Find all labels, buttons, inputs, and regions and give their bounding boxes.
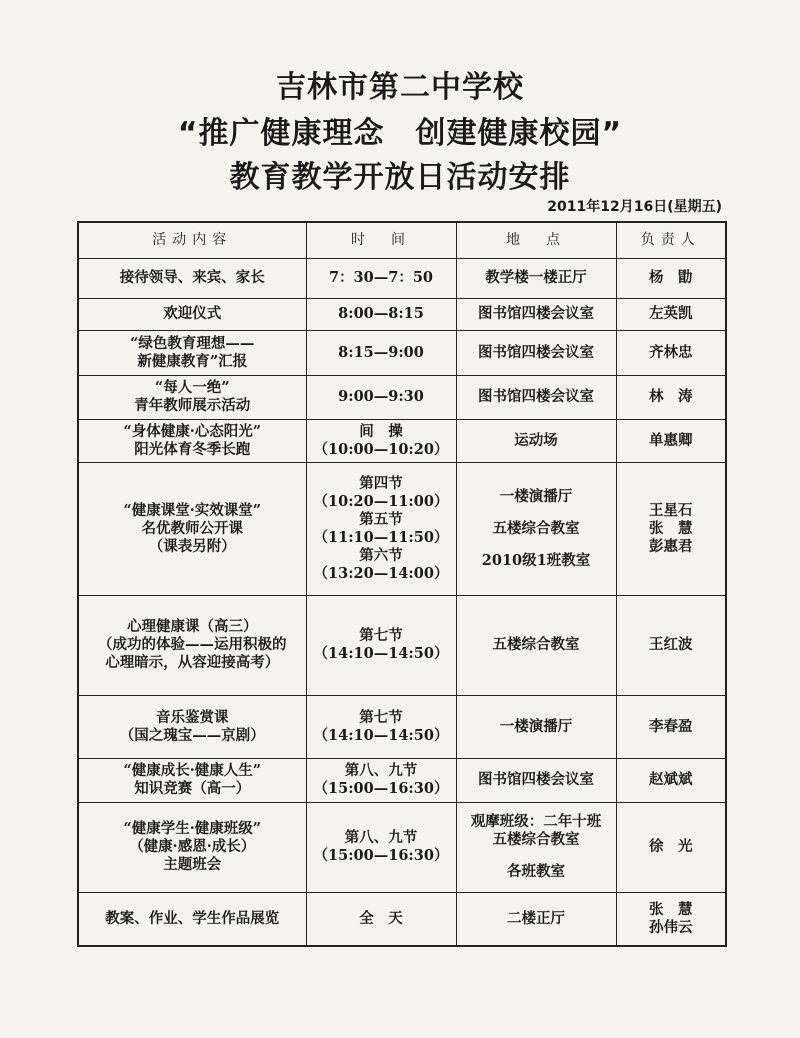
table-row — [78, 758, 726, 802]
cell-place — [456, 695, 616, 758]
content-line: 心理健康课（高三） — [127, 618, 258, 635]
cell-content — [78, 375, 306, 419]
time-line: （14:10—14:50） — [313, 726, 449, 744]
time-line: 全 天 — [359, 909, 403, 927]
cell-place — [456, 330, 616, 375]
schedule-table — [77, 221, 727, 947]
cell-time — [306, 419, 456, 462]
place-line — [461, 849, 612, 863]
time-line: （13:20—14:00） — [313, 564, 449, 582]
owner-line: 王星石 — [649, 501, 693, 519]
time-line: 第七节 — [359, 708, 403, 726]
owner-line: 齐林忠 — [649, 343, 693, 361]
time-line: 8:15—9:00 — [338, 343, 424, 361]
content-line: （成功的体验——运用积极的 — [98, 636, 287, 653]
content-line: 知识竞赛（高一） — [134, 780, 251, 797]
owner-line: 徐 光 — [649, 838, 693, 855]
time-line: 7：30—7：50 — [328, 269, 434, 286]
table-row — [78, 892, 726, 946]
cell-place — [456, 258, 616, 298]
column-header-time: 时 间 — [306, 222, 456, 258]
cell-place — [456, 419, 616, 462]
cell-owner — [616, 802, 726, 892]
time-line: （15:00—16:30） — [313, 847, 449, 864]
owner-line: 张 慧 — [649, 519, 693, 537]
owner-line: 孙伟云 — [649, 918, 693, 936]
time-line: （15:00—16:30） — [313, 780, 449, 797]
cell-place — [456, 298, 616, 330]
content-line: “身体健康·心态阳光” — [123, 422, 262, 440]
content-line: “健康学生·健康班级” — [123, 820, 262, 837]
cell-place — [456, 758, 616, 802]
place-line — [461, 506, 612, 520]
cell-owner — [616, 595, 726, 695]
time-line: （14:10—14:50） — [313, 645, 449, 662]
time-line: 第六节 — [359, 546, 403, 564]
time-line: 第四节 — [359, 474, 403, 492]
place-line: 运动场 — [514, 431, 558, 449]
cell-place — [456, 892, 616, 946]
cell-owner — [616, 892, 726, 946]
content-line: 新健康教育”汇报 — [137, 352, 248, 370]
table-row — [78, 258, 726, 298]
table-row — [78, 330, 726, 375]
content-line: 接待领导、来宾、家长 — [119, 269, 265, 286]
table-row — [78, 595, 726, 695]
column-header-owner: 负责人 — [616, 222, 726, 258]
cell-time — [306, 375, 456, 419]
time-line: 第七节 — [359, 627, 403, 644]
cell-content — [78, 758, 306, 802]
cell-place — [456, 595, 616, 695]
cell-owner — [616, 375, 726, 419]
column-header-place: 地 点 — [456, 222, 616, 258]
place-line: 五楼综合教室 — [492, 831, 580, 848]
cell-content — [78, 298, 306, 330]
cell-time — [306, 258, 456, 298]
place-line: 一楼演播厅 — [499, 717, 573, 735]
time-line: 8:00—8:15 — [338, 305, 424, 322]
owner-line: 王红波 — [649, 636, 693, 653]
document-subtitle: 教育教学开放日活动安排 — [229, 160, 571, 195]
table-row — [78, 375, 726, 419]
content-line: 音乐鉴赏课 — [156, 708, 229, 726]
owner-line: 李春盈 — [649, 717, 693, 735]
slogan: “推广健康理念 创建健康校园” — [177, 116, 623, 151]
content-line: 欢迎仪式 — [163, 305, 222, 322]
place-line — [461, 538, 612, 552]
cell-owner — [616, 330, 726, 375]
cell-place — [456, 462, 616, 595]
cell-content — [78, 695, 306, 758]
content-line: 阳光体育冬季长跑 — [134, 440, 251, 458]
cell-time — [306, 330, 456, 375]
cell-owner — [616, 758, 726, 802]
content-line: “每人一绝” — [154, 379, 230, 396]
content-line: 青年教师展示活动 — [134, 397, 251, 414]
cell-content — [78, 330, 306, 375]
place-line: 二楼正厅 — [507, 909, 565, 927]
owner-line: 单惠卿 — [649, 431, 693, 449]
table-row — [78, 802, 726, 892]
cell-content — [78, 462, 306, 595]
time-line: （10:00—10:20） — [313, 440, 449, 458]
place-line: 各班教室 — [507, 863, 565, 880]
owner-line: 彭惠君 — [649, 537, 693, 555]
cell-time — [306, 595, 456, 695]
schedule-body — [78, 258, 726, 946]
table-row — [78, 298, 726, 330]
time-line: 第八、九节 — [344, 762, 418, 779]
content-line: （课表另附） — [148, 537, 236, 555]
time-line: 间 操 — [359, 422, 403, 440]
table-row — [78, 695, 726, 758]
place-line: 图书馆四楼会议室 — [478, 771, 594, 788]
content-line: “健康成长·健康人生” — [123, 762, 262, 779]
cell-content — [78, 802, 306, 892]
content-line: “健康课堂·实效课堂” — [123, 501, 262, 519]
place-line: 一楼演播厅 — [499, 487, 573, 505]
owner-line: 杨 勖 — [649, 269, 693, 286]
column-header-content: 活动内容 — [78, 222, 306, 258]
cell-time — [306, 758, 456, 802]
place-line: 观摩班级：二年十班 — [470, 813, 602, 830]
table-header-row — [78, 222, 726, 258]
place-line: 五楼综合教室 — [492, 519, 580, 537]
cell-time — [306, 298, 456, 330]
place-line: 五楼综合教室 — [492, 636, 580, 653]
time-line: 9:00—9:30 — [338, 388, 424, 405]
cell-content — [78, 419, 306, 462]
time-line: 第八、九节 — [344, 829, 418, 846]
owner-line: 林 涛 — [649, 388, 693, 405]
cell-owner — [616, 462, 726, 595]
owner-line: 张 慧 — [649, 900, 693, 918]
cell-content — [78, 258, 306, 298]
place-line: 图书馆四楼会议室 — [478, 343, 594, 361]
content-line: （国之瑰宝——京剧） — [119, 726, 265, 744]
cell-owner — [616, 298, 726, 330]
event-date: 2011年12月16日(星期五) — [547, 199, 722, 215]
school-name: 吉林市第二中学校 — [276, 70, 524, 105]
table-row — [78, 419, 726, 462]
content-line: “绿色教育理想—— — [130, 334, 255, 352]
cell-content — [78, 595, 306, 695]
cell-place — [456, 375, 616, 419]
cell-time — [306, 695, 456, 758]
cell-owner — [616, 695, 726, 758]
cell-owner — [616, 419, 726, 462]
owner-line: 左英凯 — [649, 305, 693, 322]
place-line: 2010级1班教室 — [481, 551, 591, 569]
place-line: 图书馆四楼会议室 — [478, 305, 594, 322]
cell-time — [306, 462, 456, 595]
time-line: 第五节 — [359, 510, 403, 528]
content-line: 主题班会 — [163, 856, 222, 873]
owner-line: 赵斌斌 — [649, 771, 693, 788]
time-line: （11:10—11:50） — [313, 528, 449, 546]
cell-content — [78, 892, 306, 946]
place-line: 图书馆四楼会议室 — [478, 388, 594, 405]
cell-owner — [616, 258, 726, 298]
cell-place — [456, 802, 616, 892]
content-line: 名优教师公开课 — [141, 519, 243, 537]
time-line: （10:20—11:00） — [313, 492, 449, 510]
content-line: 心理暗示，从容迎接高考） — [105, 654, 280, 671]
place-line: 教学楼一楼正厅 — [485, 269, 587, 286]
content-line: 教案、作业、学生作品展览 — [105, 909, 280, 927]
cell-time — [306, 802, 456, 892]
content-line: （健康·感恩·成长） — [129, 838, 256, 855]
cell-time — [306, 892, 456, 946]
table-row — [78, 462, 726, 595]
